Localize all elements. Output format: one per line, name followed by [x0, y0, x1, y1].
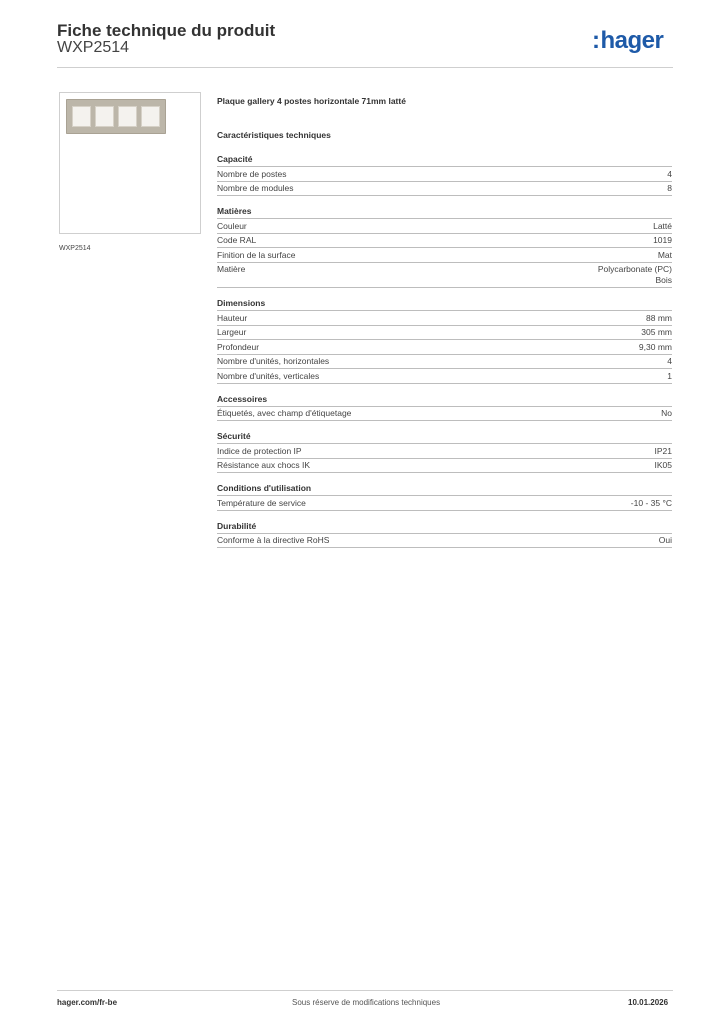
- spec-row: [217, 263, 672, 289]
- spec-section: [217, 206, 672, 288]
- spec-value: 88 mm: [646, 312, 672, 323]
- spec-value: 305 mm: [641, 327, 672, 337]
- wall-plate-illustration: [66, 99, 166, 134]
- spec-value: Latté: [653, 220, 672, 231]
- spec-row: [217, 459, 672, 474]
- spec-row: [217, 248, 672, 263]
- spec-section: [217, 394, 672, 422]
- section-title: Sécurité: [217, 431, 672, 444]
- spec-row: [217, 234, 672, 249]
- spec-label: Nombre d'unités, verticales: [217, 370, 320, 381]
- section-title: Conditions d'utilisation: [217, 483, 672, 496]
- section-title: Capacité: [217, 154, 672, 167]
- spec-label: Étiquetés, avec champ d'étiquetage: [217, 408, 352, 418]
- spec-row: [217, 167, 672, 182]
- spec-value: 4: [667, 356, 672, 366]
- spec-label: Couleur: [217, 220, 247, 231]
- spec-row: [217, 369, 672, 384]
- product-name: Plaque gallery 4 postes horizontale 71mm latté: [217, 96, 406, 106]
- spec-label: Matière: [217, 264, 246, 274]
- spec-label: Profondeur: [217, 341, 260, 352]
- spec-content: [217, 96, 672, 558]
- section-title: Durabilité: [217, 521, 672, 534]
- spec-row: [217, 496, 672, 511]
- spec-value: IP21: [654, 445, 672, 456]
- spec-label: Nombre de postes: [217, 168, 287, 179]
- spec-value: -10 - 35 °C: [630, 497, 672, 508]
- spec-value: Mat: [657, 249, 672, 260]
- page-title: Fiche technique du produit: [57, 21, 276, 40]
- logo-text: hager: [600, 27, 664, 54]
- header-divider: [57, 67, 673, 68]
- spec-label: Résistance aux chocs IK: [217, 460, 311, 470]
- spec-label: Nombre de modules: [217, 183, 294, 193]
- spec-row: [217, 311, 672, 326]
- footer-notice: Sous réserve de modifications techniques: [292, 998, 441, 1007]
- spec-label: Conforme à la directive RoHS: [217, 535, 330, 545]
- spec-value: 8: [667, 183, 672, 193]
- plate-slot: [141, 106, 160, 127]
- spec-row: [217, 326, 672, 341]
- spec-label: Température de service: [217, 497, 306, 508]
- spec-value: IK05: [654, 460, 672, 470]
- spec-row: [217, 407, 672, 422]
- spec-value: 1: [667, 370, 672, 381]
- spec-label: Nombre d'unités, horizontales: [217, 356, 330, 366]
- section-title: Dimensions: [217, 298, 672, 311]
- spec-label: Hauteur: [217, 312, 248, 323]
- hager-logo[interactable]: :hager: [592, 27, 664, 54]
- spec-sections: [217, 154, 672, 548]
- spec-section: [217, 431, 672, 473]
- spec-row: [217, 219, 672, 234]
- spec-value: 1019: [653, 235, 672, 245]
- image-caption: WXP2514: [59, 245, 91, 252]
- spec-label: Indice de protection IP: [217, 445, 302, 456]
- plate-slot: [72, 106, 91, 127]
- section-title: Matières: [217, 206, 672, 219]
- spec-value: Oui: [658, 535, 672, 545]
- tech-specs-title: Caractéristiques techniques: [217, 130, 331, 140]
- spec-row: [217, 355, 672, 370]
- plate-slot: [118, 106, 137, 127]
- spec-row: [217, 444, 672, 459]
- section-title: Accessoires: [217, 394, 672, 407]
- spec-label: Finition de la surface: [217, 249, 296, 260]
- spec-value: 4: [667, 168, 672, 179]
- product-reference: WXP2514: [57, 39, 130, 56]
- product-image: [59, 92, 201, 234]
- spec-value: No: [661, 408, 672, 418]
- spec-row: [217, 534, 672, 549]
- spec-section: [217, 483, 672, 511]
- spec-row: [217, 182, 672, 197]
- spec-section: [217, 298, 672, 384]
- footer-website-link[interactable]: hager.com/fr-be: [57, 998, 118, 1007]
- spec-row: [217, 340, 672, 355]
- plate-slot: [95, 106, 114, 127]
- spec-section: [217, 521, 672, 549]
- spec-value: 9,30 mm: [638, 341, 672, 352]
- footer-divider: [57, 990, 673, 991]
- spec-value: Polycarbonate (PC) Bois: [597, 264, 672, 285]
- spec-label: Largeur: [217, 327, 247, 337]
- footer-date: 10.01.2026: [628, 998, 669, 1007]
- spec-section: [217, 154, 672, 196]
- spec-label: Code RAL: [217, 235, 257, 245]
